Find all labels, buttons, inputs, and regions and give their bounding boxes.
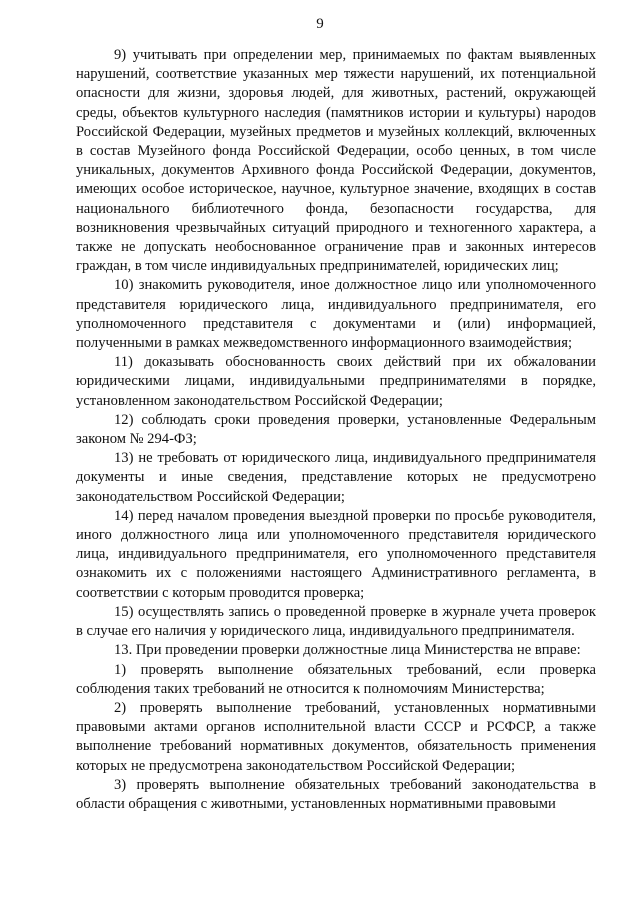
paragraph-item-9: 9) учитывать при определении мер, принимаемых по фактам выявленных нарушений, соответствие указанных мер тяжести нарушений, их потенциальной опасности для жизни, здоровья людей, для животных, растений, окружающей среды, объектов культурного наследия (памятников истории и культуры) народов Российской Федерации, музейных предметов и музейных коллекций, включенных в состав Музейного фонда Российской Федерации, особо ценных, в том числе уникальных, документов Архивного фонда Российской Федерации, документов, имеющих особое историческое, научное, культурное значение, входящих в состав национального библиотечного фонда, безопасности государства, для возникновения чрезвычайных ситуаций природного и техногенного характера, а также не допускать необоснованное ограничение прав и законных интересов граждан, в том числе индивидуальных предпринимателей, юридических лиц; — [76, 47, 596, 275]
paragraph-item-10: 10) знакомить руководителя, иное должностное лицо или уполномоченного представителя юридического лица, индивидуального предпринимателя, его уполномоченного представителя с документами и (или) информацией, полученными в рамках межведомственного информационного взаимодействия; — [76, 277, 596, 352]
prohibition-item-2: 2) проверять выполнение требований, установленных нормативными правовыми актами органов исполнительной власти СССР и РСФСР, а также выполнение требований нормативных документов, обязательность применения которых не предусмотрена законодательством Российской Федерации; — [76, 699, 596, 774]
prohibition-item-1: 1) проверять выполнение обязательных требований, если проверка соблюдения таких требований не относится к полномочиям Министерства; — [76, 661, 596, 697]
paragraph-item-15: 15) осуществлять запись о проведенной проверке в журнале учета проверок в случае его наличия у юридического лица, индивидуального предпринимателя. — [76, 603, 596, 640]
prohibition-item-3: 3) проверять выполнение обязательных требований законодательства в области обращения с животными, установленных нормативными правовыми — [76, 776, 596, 812]
paragraph-item-12: 12) соблюдать сроки проведения проверки, установленные Федеральным законом № 294-ФЗ; — [76, 411, 596, 448]
page-number: 9 — [316, 16, 324, 32]
paragraph-item-13: 13) не требовать от юридического лица, индивидуального предпринимателя документы и иные сведения, представление которых не предусмотрено законодательством Российской Федерации; — [76, 450, 596, 505]
section-13-heading: 13. При проведении проверки должностные лица Министерства не вправе: — [114, 642, 581, 659]
paragraph-item-11: 11) доказывать обоснованность своих действий при их обжаловании юридическими лицами, индивидуальными предпринимателями в порядке, установленном законодательством Российской Федерации; — [76, 354, 596, 409]
paragraph-item-14: 14) перед началом проведения выездной проверки по просьбе руководителя, иного должностного лица или уполномоченного представителя юридического лица, индивидуального предпринимателя, его уполномоченного представителя ознакомить их с положениями настоящего Административного регламента, в соответствии с которым проводится проверка; — [76, 507, 596, 601]
document-body — [76, 46, 596, 814]
